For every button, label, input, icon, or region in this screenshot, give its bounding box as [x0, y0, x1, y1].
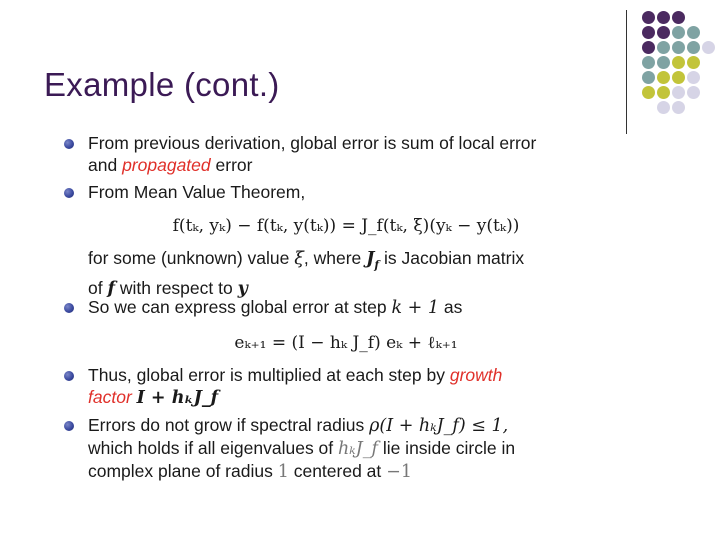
bullet-text-line3: [88, 460, 515, 483]
dot-olive: [642, 86, 655, 99]
math-hk-jf: hₖJ_f: [338, 439, 378, 459]
math-spectral-condition: ρ(I + hₖJ_f) ≤ 1,: [369, 416, 509, 436]
bullet-mean-value-theorem: [64, 181, 305, 203]
slide-title: Example (cont.): [44, 66, 280, 103]
bullet-text: From previous derivation, global error is sum of local error: [88, 133, 537, 153]
math-xi: ξ: [294, 249, 304, 269]
text-express-error: So we can express global error at step: [88, 297, 387, 317]
jacobian-line: [88, 247, 524, 277]
math-growth-factor: I + hₖJ_f: [136, 388, 219, 408]
text-for-some-value: for some (unknown) value: [88, 248, 290, 268]
dot-lavender: [672, 101, 685, 114]
dot-teal: [642, 71, 655, 84]
term-factor: factor: [88, 387, 132, 407]
dot-teal: [672, 26, 685, 39]
bullet-spectral-radius: [64, 414, 515, 483]
bullet-growth-factor: [64, 364, 502, 409]
term-propagated: propagated: [122, 155, 211, 175]
text-multiplied: Thus, global error is multiplied at each step by: [88, 365, 445, 385]
dot-olive: [672, 56, 685, 69]
bullet-icon: [64, 303, 74, 313]
text-error: error: [215, 155, 253, 175]
bullet-express-global-error: [64, 296, 462, 319]
bullet-text: [88, 414, 515, 437]
dot-teal: [657, 56, 670, 69]
text-centered-at: centered at: [293, 461, 382, 481]
dot-purple: [642, 41, 655, 54]
dot-purple: [642, 11, 655, 24]
equation-error-propagation: eₖ₊₁ = (I − hₖ J_f) eₖ + ℓₖ₊₁: [234, 333, 458, 353]
bullet-continuation-jacobian: [88, 247, 524, 300]
text-as: as: [443, 297, 463, 317]
dot-teal: [687, 41, 700, 54]
bullet-icon: [64, 371, 74, 381]
text-inside-circle: lie inside circle in: [382, 438, 516, 458]
dot-lavender: [687, 71, 700, 84]
dot-olive: [687, 56, 700, 69]
dot-olive: [657, 86, 670, 99]
bullet-icon: [64, 421, 74, 431]
dot-lavender: [657, 101, 670, 114]
text-complex-plane: complex plane of radius: [88, 461, 273, 481]
dot-teal: [642, 56, 655, 69]
dot-lavender: [687, 86, 700, 99]
term-growth: growth: [449, 365, 503, 385]
dot-olive: [657, 71, 670, 84]
text-is-jacobian-matrix: is Jacobian matrix: [384, 248, 525, 268]
dot-olive: [672, 71, 685, 84]
dot-purple: [657, 26, 670, 39]
bullet-text-line2: [88, 437, 515, 460]
dot-teal: [687, 26, 700, 39]
text-of: of: [88, 277, 103, 298]
bullet-text: [88, 296, 462, 319]
math-k-plus-1: k + 1: [391, 298, 440, 318]
dot-purple: [642, 26, 655, 39]
bullet-icon: [64, 188, 74, 198]
bullet-text-line2: [88, 386, 502, 409]
dot-teal: [672, 41, 685, 54]
math-radius-one: 1: [277, 462, 289, 482]
text-where: , where: [303, 248, 362, 268]
dot-lavender: [672, 86, 685, 99]
dot-purple: [657, 11, 670, 24]
bullet-text: [88, 364, 502, 386]
bullet-text-line2: [88, 154, 536, 176]
text-with-respect-to: with respect to: [119, 277, 233, 298]
equation-mean-value: f(tₖ, yₖ) − f(tₖ, y(tₖ)) = J_f(tₖ, ξ)(yₖ − y(tₖ)): [172, 216, 520, 236]
math-y: y: [237, 278, 248, 299]
text-eigenvalues: which holds if all eigenvalues of: [88, 438, 334, 458]
text-and: and: [88, 155, 118, 175]
math-jacobian-symbol: $J_f$: [366, 249, 380, 272]
math-f: f: [107, 278, 116, 299]
bullet-icon: [64, 139, 74, 149]
math-center-minus-one: −1: [386, 462, 412, 482]
dot-lavender: [702, 41, 715, 54]
text-errors-do-not-grow: Errors do not grow if spectral radius: [88, 415, 365, 435]
decorative-dot-grid: [0, 0, 720, 130]
bullet-global-error-sum: [64, 132, 536, 176]
dot-purple: [672, 11, 685, 24]
bullet-text: From Mean Value Theorem,: [88, 182, 306, 202]
dot-teal: [657, 41, 670, 54]
